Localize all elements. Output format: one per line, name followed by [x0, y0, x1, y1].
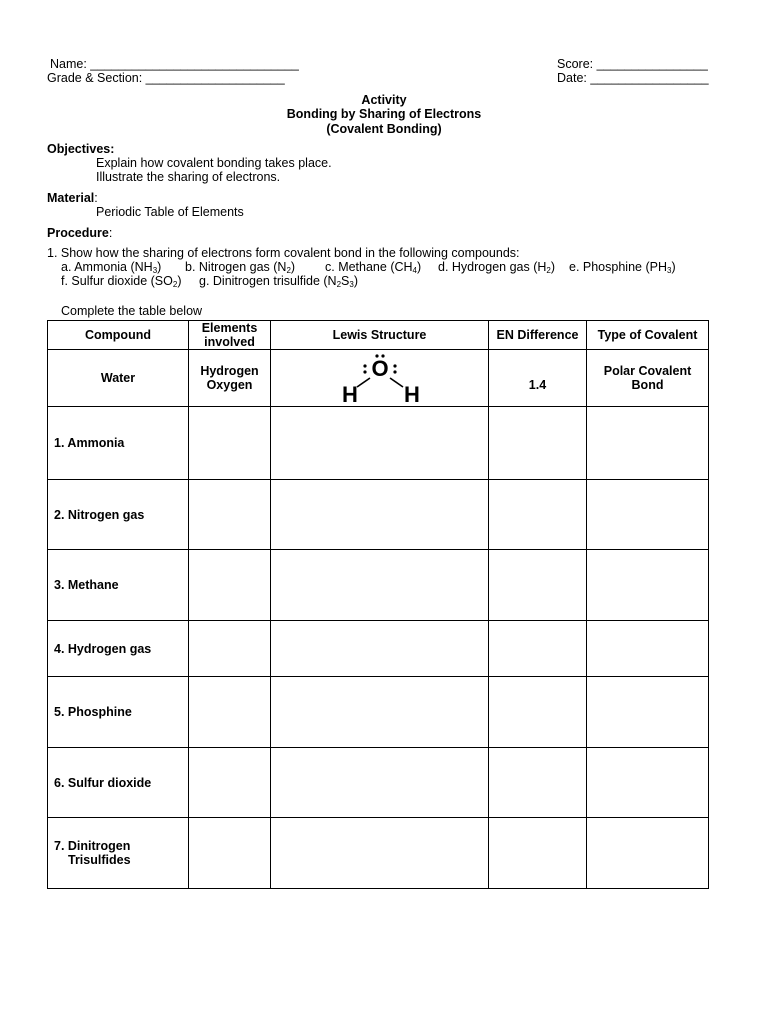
compound-item-c: c. Methane $(CH_4)$ [325, 260, 422, 275]
table-row [48, 407, 709, 480]
svg-text:H: H [341, 382, 358, 404]
answer-cell-type[interactable] [587, 407, 709, 480]
table-row [48, 748, 709, 818]
answer-cell-type[interactable] [587, 677, 709, 748]
compound-item-a: a. Ammonia $(NH_3)$ [61, 260, 162, 275]
table-header-row [48, 321, 709, 350]
answer-cell-elements[interactable] [189, 480, 271, 550]
example-elements: Hydrogen Oxygen [189, 350, 271, 407]
water-lewis-structure [320, 352, 440, 404]
example-compound: Water [48, 350, 189, 407]
title-sub: (Covalent Bonding) [326, 122, 442, 136]
row-compound: 1. Ammonia [48, 407, 189, 480]
compound-item-b: b. Nitrogen gas $(N_2)$ [185, 260, 296, 275]
answer-cell-type[interactable] [587, 748, 709, 818]
row-compound: 5. Phosphine [48, 677, 189, 748]
procedure-step-1: 1. Show how the sharing of electrons form covalent bond in the following compounds: [47, 246, 520, 260]
answer-cell-elements[interactable] [189, 407, 271, 480]
objective-item: Illustrate the sharing of electrons. [96, 170, 281, 184]
answer-cell-en[interactable] [489, 748, 587, 818]
row-compound: 3. Methane [48, 550, 189, 621]
answer-cell-en[interactable] [489, 407, 587, 480]
example-en-difference: 1.4 [489, 350, 587, 407]
answer-cell-elements[interactable] [189, 550, 271, 621]
table-row [48, 550, 709, 621]
row-compound: 2. Nitrogen gas [48, 480, 189, 550]
score-field[interactable]: Score: ________________ [557, 57, 708, 71]
material-heading [47, 191, 98, 205]
answer-cell-lewis[interactable] [271, 748, 489, 818]
answer-cell-type[interactable] [587, 818, 709, 889]
header-lewis: Lewis Structure [271, 321, 489, 350]
example-type: Polar Covalent Bond [587, 350, 709, 407]
answer-cell-en[interactable] [489, 480, 587, 550]
title-main: Bonding by Sharing of Electrons [286, 107, 482, 121]
row-compound: 4. Hydrogen gas [48, 621, 189, 677]
answer-cell-lewis[interactable] [271, 550, 489, 621]
answer-cell-elements[interactable] [189, 818, 271, 889]
table-row [48, 677, 709, 748]
procedure-heading [47, 226, 112, 240]
date-field[interactable]: Date: _________________ [557, 71, 709, 85]
answer-cell-lewis[interactable] [271, 621, 489, 677]
answer-cell-lewis[interactable] [271, 407, 489, 480]
compound-item-d: d. Hydrogen gas $(H_2)$ [438, 260, 556, 275]
material-colon: : [94, 191, 98, 205]
compound-item-f: f. Sulfur dioxide $(SO_2)$ [61, 274, 182, 289]
answer-cell-type[interactable] [587, 621, 709, 677]
header-compound: Compound [48, 321, 189, 350]
answer-cell-en[interactable] [489, 550, 587, 621]
answer-cell-en[interactable] [489, 818, 587, 889]
table-row [48, 621, 709, 677]
material-item: Periodic Table of Elements [96, 205, 244, 219]
row-compound: 7. Dinitrogen Trisulfides [48, 818, 189, 889]
objectives-heading: Objectives: [47, 142, 115, 156]
svg-text:O: O [370, 356, 389, 381]
answer-cell-type[interactable] [587, 550, 709, 621]
procedure-colon: : [108, 226, 113, 240]
answer-cell-en[interactable] [489, 677, 587, 748]
procedure-label: Procedure [47, 226, 109, 240]
header-type-covalent: Type of Covalent [587, 321, 709, 350]
header-en-difference: EN Difference [489, 321, 587, 350]
objective-item: Explain how covalent bonding takes place. [96, 156, 332, 170]
worksheet-table [47, 320, 709, 889]
answer-cell-elements[interactable] [189, 677, 271, 748]
answer-cell-elements[interactable] [189, 621, 271, 677]
svg-text:H: H [403, 382, 420, 404]
answer-cell-en[interactable] [489, 621, 587, 677]
answer-cell-type[interactable] [587, 480, 709, 550]
answer-cell-lewis[interactable] [271, 677, 489, 748]
grade-section-field[interactable]: Grade & Section: ____________________ [47, 71, 285, 85]
table-row [48, 480, 709, 550]
answer-cell-lewis[interactable] [271, 818, 489, 889]
table-row [48, 818, 709, 889]
name-field[interactable]: Name: ______________________________ [50, 57, 299, 71]
compound-item-g: g. Dinitrogen trisulfide $(N_2S_3)$ [199, 274, 358, 289]
answer-cell-elements[interactable] [189, 748, 271, 818]
compound-list-line-1 [61, 260, 161, 274]
answer-cell-lewis[interactable] [271, 480, 489, 550]
table-row-example [48, 350, 709, 407]
table-instruction: Complete the table below [61, 304, 203, 318]
row-compound: 6. Sulfur dioxide [48, 748, 189, 818]
title-activity: Activity [361, 93, 407, 107]
header-elements: Elements involved [189, 321, 271, 350]
material-label: Material [47, 191, 95, 205]
example-lewis-structure [271, 350, 489, 407]
compound-item-e: e. Phosphine $(PH_3)$ [569, 260, 676, 275]
